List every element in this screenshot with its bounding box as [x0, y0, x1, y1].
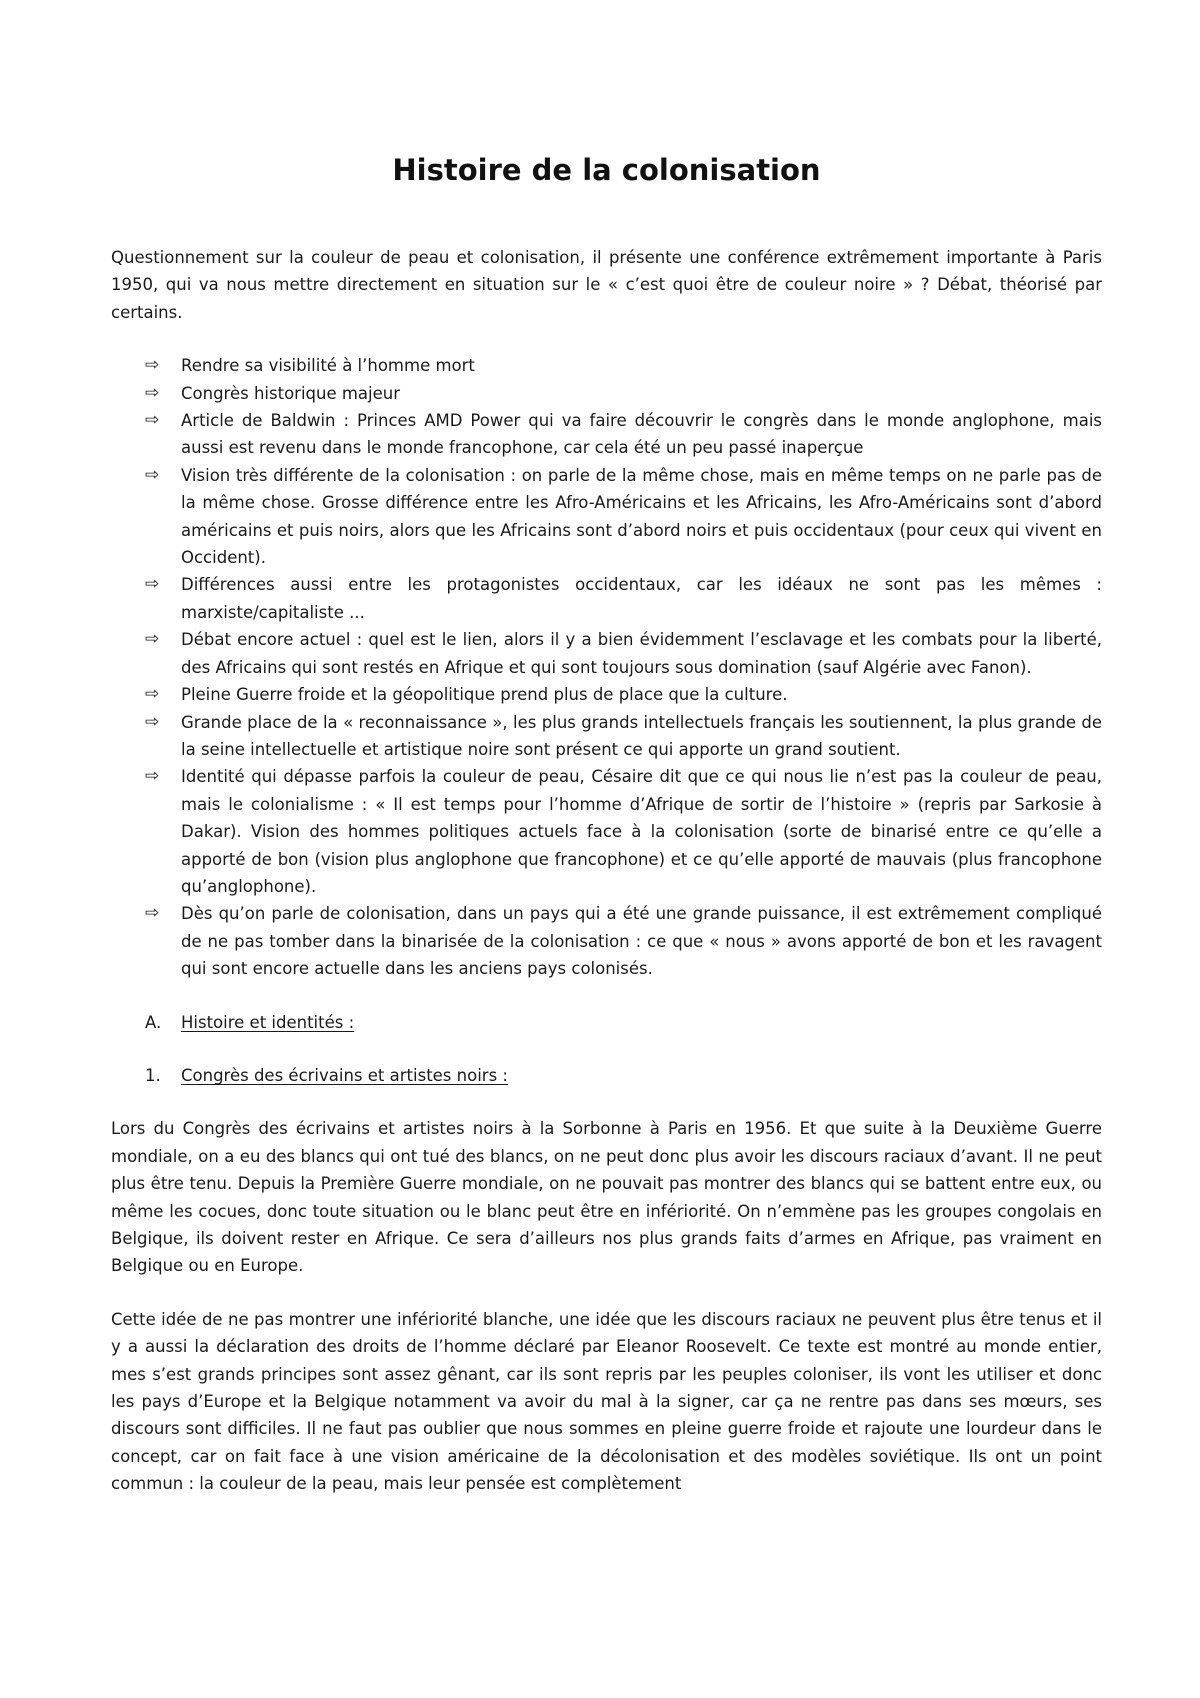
hollow-right-arrow-icon: ⇨ [145, 382, 160, 403]
hollow-right-arrow-icon: ⇨ [145, 903, 160, 924]
hollow-right-arrow-icon: ⇨ [145, 410, 160, 431]
hollow-right-arrow-icon: ⇨ [145, 574, 160, 595]
hollow-right-arrow-icon: ⇨ [145, 355, 160, 376]
hollow-right-arrow-icon: ⇨ [145, 684, 160, 705]
section-marker: 1. [145, 1065, 161, 1085]
bullet-text: Dès qu’on parle de colonisation, dans un pays qui a été une grande puissance, il est extrêmement compliqué de ne pas tomber dans la binarisée de la colonisation : ce que « nous » avons apporté de bon et les ravagent qui sont encore actuelle dans les anciens pays colonisés. [181, 904, 1102, 979]
hollow-right-arrow-icon: ⇨ [145, 464, 160, 485]
bullet-text: Grande place de la « reconnaissance », les plus grands intellectuels français les soutiennent, la plus grande de la seine intellectuelle et artistique noire sont présent ce qui apporte un grand soutient. [181, 712, 1102, 759]
section-heading-a [111, 1009, 1102, 1036]
section-heading-text: Congrès des écrivains et artistes noirs : [181, 1065, 508, 1085]
bullet-item [145, 407, 1102, 462]
hollow-right-arrow-icon: ⇨ [145, 766, 160, 787]
bullet-text: Article de Baldwin : Princes AMD Power qui va faire découvrir le congrès dans le monde anglophone, mais aussi est revenu dans le monde francophone, car cela été un peu passé inaperçue [181, 411, 1102, 458]
section-heading-1 [111, 1062, 1102, 1089]
bullet-text: Congrès historique majeur [181, 383, 401, 403]
bullet-text: Vision très différente de la colonisation : on parle de la même chose, mais en même temps on ne parle pas de la même chose. Grosse différence entre les Afro-Américains et les Africains, les Afro-Américains sont d’abord américains et puis noirs, alors que les Africains sont d’abord noirs et puis occidentaux (pour ceux qui vivent en Occident). [181, 465, 1102, 568]
bullet-list [111, 352, 1102, 982]
bullet-item [145, 626, 1102, 681]
hollow-right-arrow-icon: ⇨ [145, 629, 160, 650]
bullet-item [145, 681, 1102, 708]
bullet-item [145, 352, 1102, 379]
body-paragraph: Cette idée de ne pas montrer une infériorité blanche, une idée que les discours raciaux ne peuvent plus être tenus et il y a aussi la déclaration des droits de l’homme déclaré par Eleanor Roosevelt. Ce texte est montré au monde entier, mes s’est grands principes sont assez gênant, car ils sont repris par les peuples coloniser, ils vont les utiliser et donc les pays d’Europe et la Belgique notamment va avoir du mal à la signer, car ça ne rentre pas dans ses mœurs, ses discours sont difficiles. Il ne faut pas oublier que nous sommes en pleine guerre froide et rajoute une lourdeur dans le concept, car on fait face à une vision américaine de la décolonisation et des modèles soviétique. Ils ont un point commun : la couleur de la peau, mais leur pensée est complètement [111, 1309, 1102, 1494]
bullet-text: Rendre sa visibilité à l’homme mort [181, 356, 475, 376]
section-heading-text: Histoire et identités : [181, 1012, 355, 1032]
bullet-text: Pleine Guerre froide et la géopolitique prend plus de place que la culture. [181, 685, 788, 705]
body-paragraph: Lors du Congrès des écrivains et artistes noirs à la Sorbonne à Paris en 1956. Et que suite à la Deuxième Guerre mondiale, on a eu des blancs qui ont tué des blancs, on ne peut donc plus avoir les discours raciaux d’avant. Il ne peut plus être tenu. Depuis la Première Guerre mondiale, on ne pouvait pas montrer des blancs qui se battent entre eux, ou même les cocues, donc toute situation ou le blanc peut être en infériorité. On n’emmène pas les groupes congolais en Belgique, ils doivent rester en Afrique. Ce sera d’ailleurs nos plus grands faits d’armes en Afrique, pas vraiment en Belgique ou en Europe. [111, 1119, 1102, 1276]
bullet-item [145, 900, 1102, 982]
bullet-item [145, 380, 1102, 407]
bullet-text: Différences aussi entre les protagonistes occidentaux, car les idéaux ne sont pas les mêmes : marxiste/capitaliste ... [181, 575, 1102, 622]
bullet-item [145, 763, 1102, 900]
intro-paragraph: Questionnement sur la couleur de peau et colonisation, il présente une conférence extrêmement importante à Paris 1950, qui va nous mettre directement en situation sur le « c’est quoi être de couleur noire » ? Débat, théorisé par certains. [111, 248, 1102, 322]
bullet-item [145, 709, 1102, 764]
section-marker: A. [145, 1012, 162, 1032]
bullet-text: Identité qui dépasse parfois la couleur de peau, Césaire dit que ce qui nous lie n’est pas la couleur de peau, mais le colonialisme : « Il est temps pour l’homme d’Afrique de sortir de l’histoire » (repris par Sarkosie à Dakar). Vision des hommes politiques actuels face à la colonisation (sorte de binarisé entre ce qu’elle a apporté de bon (vision plus anglophone que francophone) et ce qu’elle apporté de mauvais (plus francophone qu’anglophone). [181, 767, 1102, 896]
bullet-text: Débat encore actuel : quel est le lien, alors il y a bien évidemment l’esclavage et les combats pour la liberté, des Africains qui sont restés en Afrique et qui sont toujours sous domination (sauf Algérie avec Fanon). [181, 630, 1102, 677]
document-title: Histoire de la colonisation [392, 153, 821, 187]
bullet-item [145, 571, 1102, 626]
bullet-item [145, 462, 1102, 572]
hollow-right-arrow-icon: ⇨ [145, 711, 160, 732]
